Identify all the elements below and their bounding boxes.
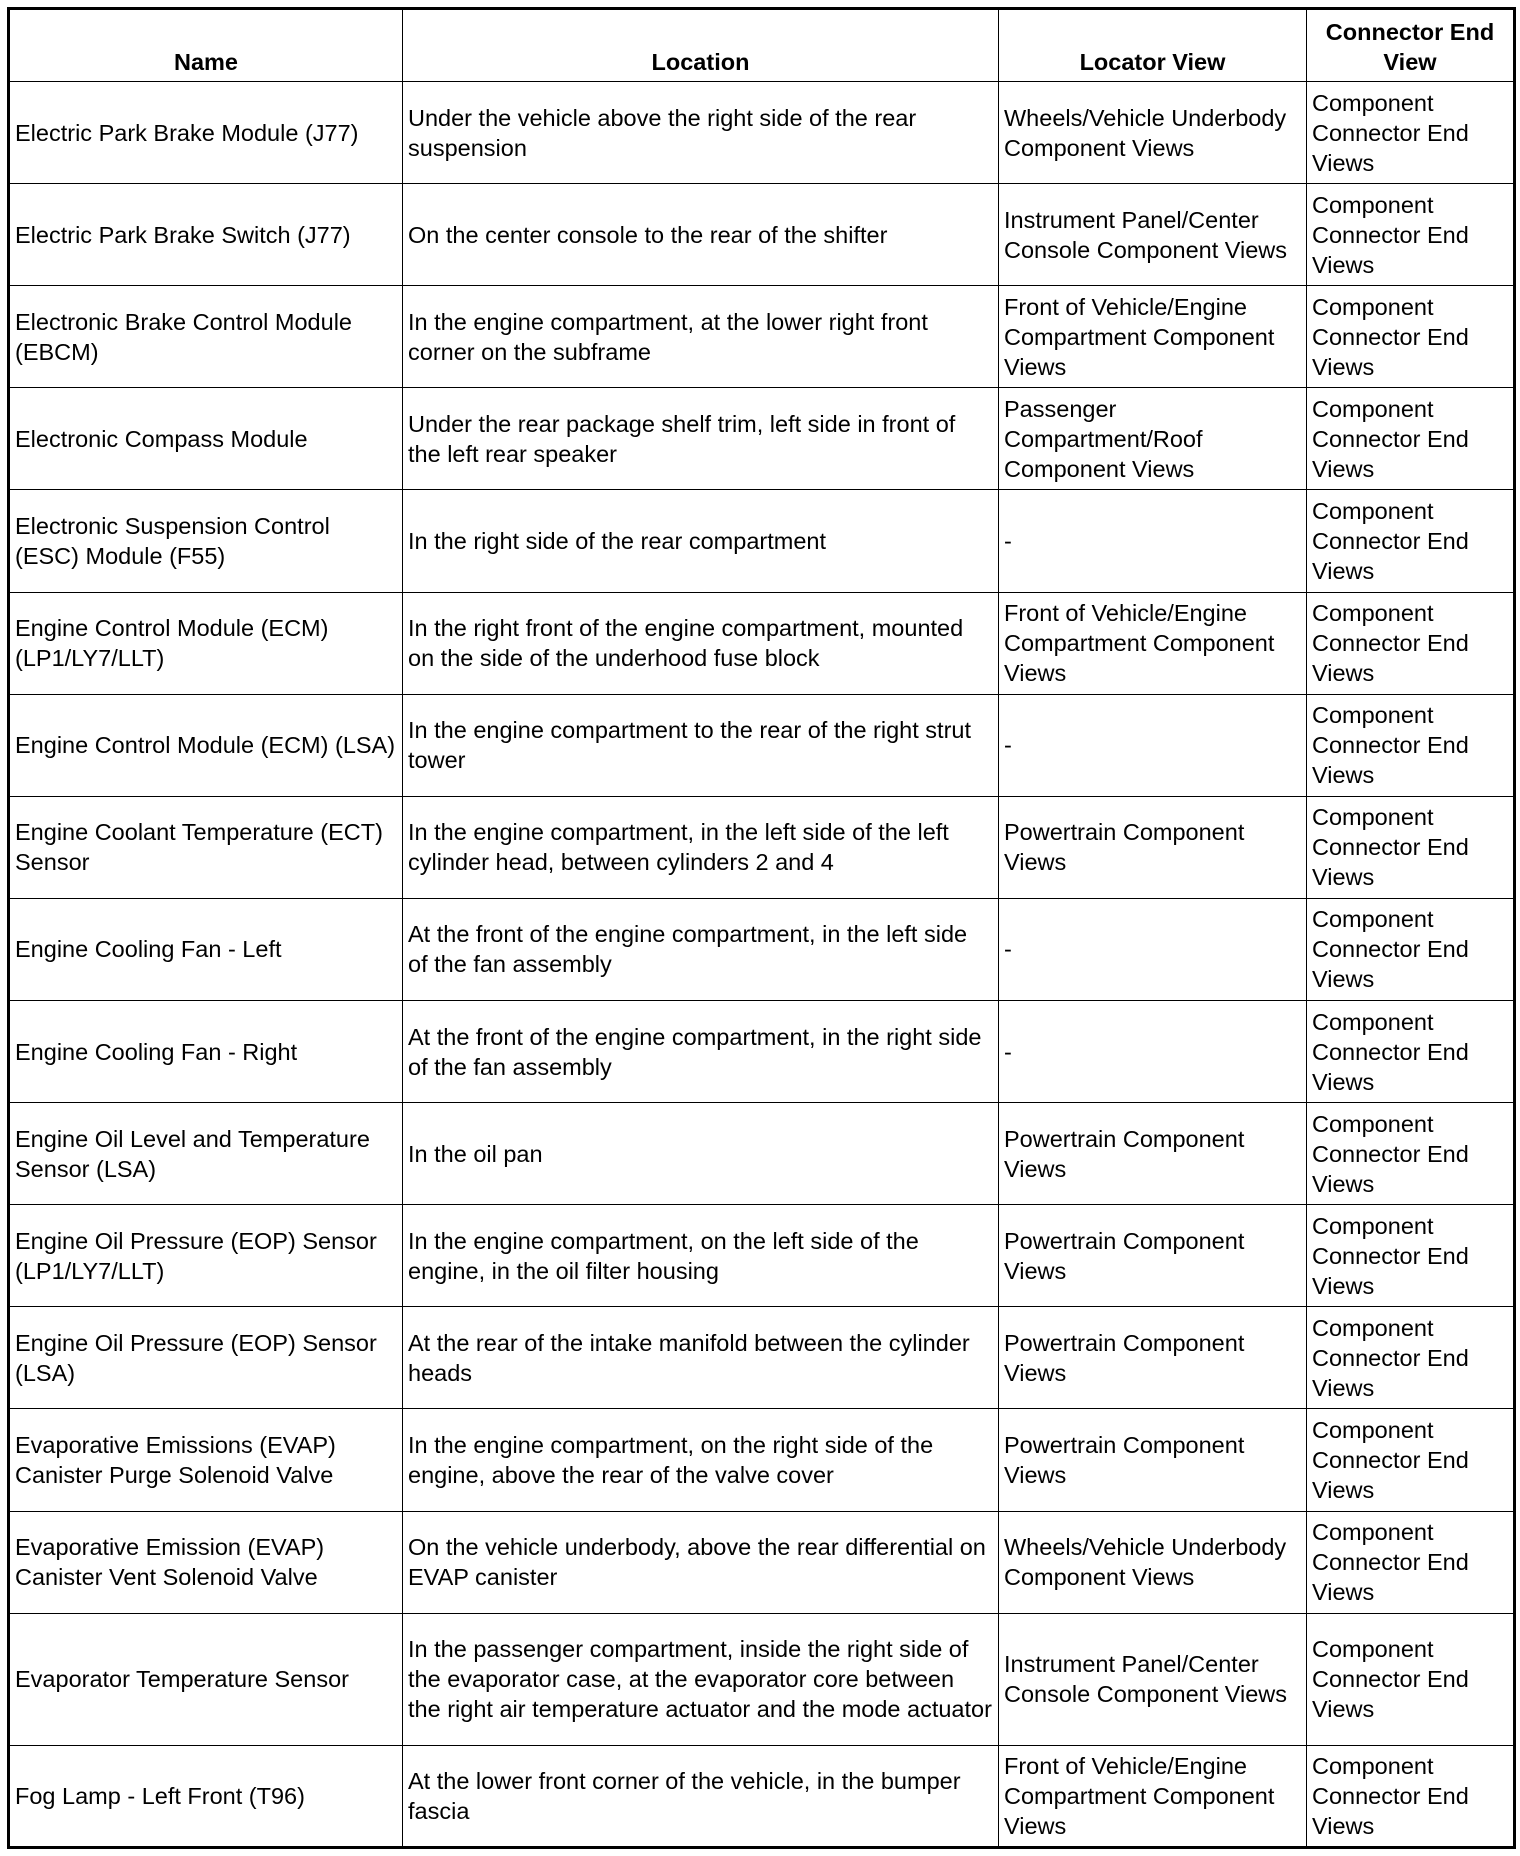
cell-connector-end-view: Component Connector End Views xyxy=(1307,1745,1515,1847)
cell-location: Under the rear package shelf trim, left side in front of the left rear speaker xyxy=(403,388,999,490)
cell-name: Evaporative Emission (EVAP) Canister Vent Solenoid Valve xyxy=(9,1511,403,1613)
cell-location: In the engine compartment to the rear of the right strut tower xyxy=(403,694,999,796)
cell-connector-end-view: Component Connector End Views xyxy=(1307,1000,1515,1102)
table-row xyxy=(9,1000,1515,1102)
cell-connector-end-view: Component Connector End Views xyxy=(1307,1409,1515,1511)
cell-location: At the front of the engine compartment, in the left side of the fan assembly xyxy=(403,898,999,1000)
cell-locator-view: Wheels/Vehicle Underbody Component Views xyxy=(999,1511,1307,1613)
cell-name: Electronic Compass Module xyxy=(9,388,403,490)
cell-name: Engine Control Module (ECM) (LP1/LY7/LLT) xyxy=(9,592,403,694)
cell-location: At the lower front corner of the vehicle, in the bumper fascia xyxy=(403,1745,999,1847)
cell-locator-view: Powertrain Component Views xyxy=(999,796,1307,898)
cell-location: At the front of the engine compartment, in the right side of the fan assembly xyxy=(403,1000,999,1102)
cell-locator-view: Passenger Compartment/Roof Component Views xyxy=(999,388,1307,490)
cell-name: Engine Cooling Fan - Left xyxy=(9,898,403,1000)
cell-locator-view: - xyxy=(999,694,1307,796)
cell-locator-view: - xyxy=(999,490,1307,592)
table-row xyxy=(9,1103,1515,1205)
cell-locator-view: Instrument Panel/Center Console Component Views xyxy=(999,1613,1307,1745)
cell-connector-end-view: Component Connector End Views xyxy=(1307,1613,1515,1745)
cell-name: Engine Oil Pressure (EOP) Sensor (LP1/LY7/LLT) xyxy=(9,1205,403,1307)
cell-name: Electronic Suspension Control (ESC) Module (F55) xyxy=(9,490,403,592)
cell-location: In the right side of the rear compartment xyxy=(403,490,999,592)
cell-name: Engine Coolant Temperature (ECT) Sensor xyxy=(9,796,403,898)
cell-locator-view: Powertrain Component Views xyxy=(999,1307,1307,1409)
cell-location: On the center console to the rear of the shifter xyxy=(403,184,999,286)
cell-connector-end-view: Component Connector End Views xyxy=(1307,1307,1515,1409)
cell-name: Evaporative Emissions (EVAP) Canister Purge Solenoid Valve xyxy=(9,1409,403,1511)
cell-name: Electric Park Brake Switch (J77) xyxy=(9,184,403,286)
cell-locator-view: Powertrain Component Views xyxy=(999,1409,1307,1511)
table-row xyxy=(9,1613,1515,1745)
table-row xyxy=(9,694,1515,796)
column-header-location: Location xyxy=(403,9,999,82)
cell-connector-end-view: Component Connector End Views xyxy=(1307,388,1515,490)
component-locator-document xyxy=(7,7,1513,1849)
table-row xyxy=(9,1511,1515,1613)
table-row xyxy=(9,1307,1515,1409)
cell-location: On the vehicle underbody, above the rear differential on EVAP canister xyxy=(403,1511,999,1613)
cell-locator-view: Front of Vehicle/Engine Compartment Component Views xyxy=(999,286,1307,388)
cell-name: Engine Oil Level and Temperature Sensor (LSA) xyxy=(9,1103,403,1205)
cell-location: At the rear of the intake manifold between the cylinder heads xyxy=(403,1307,999,1409)
cell-name: Engine Cooling Fan - Right xyxy=(9,1000,403,1102)
cell-connector-end-view: Component Connector End Views xyxy=(1307,694,1515,796)
cell-name: Electronic Brake Control Module (EBCM) xyxy=(9,286,403,388)
cell-location: In the oil pan xyxy=(403,1103,999,1205)
cell-name: Electric Park Brake Module (J77) xyxy=(9,82,403,184)
cell-location: In the engine compartment, on the right side of the engine, above the rear of the valve cover xyxy=(403,1409,999,1511)
cell-location: In the engine compartment, on the left side of the engine, in the oil filter housing xyxy=(403,1205,999,1307)
cell-locator-view: - xyxy=(999,1000,1307,1102)
column-header-connector-end-view: Connector End View xyxy=(1307,9,1515,82)
cell-connector-end-view: Component Connector End Views xyxy=(1307,898,1515,1000)
table-row xyxy=(9,1745,1515,1847)
table-row xyxy=(9,184,1515,286)
cell-locator-view: Front of Vehicle/Engine Compartment Component Views xyxy=(999,1745,1307,1847)
column-header-name: Name xyxy=(9,9,403,82)
cell-connector-end-view: Component Connector End Views xyxy=(1307,184,1515,286)
table-row xyxy=(9,286,1515,388)
table-row xyxy=(9,1205,1515,1307)
cell-locator-view: Powertrain Component Views xyxy=(999,1103,1307,1205)
cell-name: Evaporator Temperature Sensor xyxy=(9,1613,403,1745)
cell-connector-end-view: Component Connector End Views xyxy=(1307,592,1515,694)
cell-locator-view: Instrument Panel/Center Console Component Views xyxy=(999,184,1307,286)
table-header-row xyxy=(9,9,1515,82)
cell-location: In the right front of the engine compartment, mounted on the side of the underhood fuse block xyxy=(403,592,999,694)
column-header-locator-view: Locator View xyxy=(999,9,1307,82)
cell-location: In the engine compartment, in the left side of the left cylinder head, between cylinders 2 and 4 xyxy=(403,796,999,898)
cell-name: Engine Control Module (ECM) (LSA) xyxy=(9,694,403,796)
cell-connector-end-view: Component Connector End Views xyxy=(1307,490,1515,592)
table-row xyxy=(9,898,1515,1000)
cell-location: In the passenger compartment, inside the right side of the evaporator case, at the evaporator core between the right air temperature actuator and the mode actuator xyxy=(403,1613,999,1745)
cell-connector-end-view: Component Connector End Views xyxy=(1307,796,1515,898)
cell-connector-end-view: Component Connector End Views xyxy=(1307,82,1515,184)
table-row xyxy=(9,490,1515,592)
table-row xyxy=(9,82,1515,184)
component-locator-table xyxy=(7,7,1516,1849)
cell-location: In the engine compartment, at the lower right front corner on the subframe xyxy=(403,286,999,388)
table-row xyxy=(9,592,1515,694)
table-row xyxy=(9,796,1515,898)
table-row xyxy=(9,1409,1515,1511)
table-row xyxy=(9,388,1515,490)
cell-location: Under the vehicle above the right side of the rear suspension xyxy=(403,82,999,184)
cell-locator-view: Front of Vehicle/Engine Compartment Component Views xyxy=(999,592,1307,694)
cell-connector-end-view: Component Connector End Views xyxy=(1307,1205,1515,1307)
cell-connector-end-view: Component Connector End Views xyxy=(1307,1103,1515,1205)
cell-connector-end-view: Component Connector End Views xyxy=(1307,1511,1515,1613)
cell-locator-view: Wheels/Vehicle Underbody Component Views xyxy=(999,82,1307,184)
cell-name: Fog Lamp - Left Front (T96) xyxy=(9,1745,403,1847)
cell-locator-view: Powertrain Component Views xyxy=(999,1205,1307,1307)
cell-connector-end-view: Component Connector End Views xyxy=(1307,286,1515,388)
cell-name: Engine Oil Pressure (EOP) Sensor (LSA) xyxy=(9,1307,403,1409)
cell-locator-view: - xyxy=(999,898,1307,1000)
